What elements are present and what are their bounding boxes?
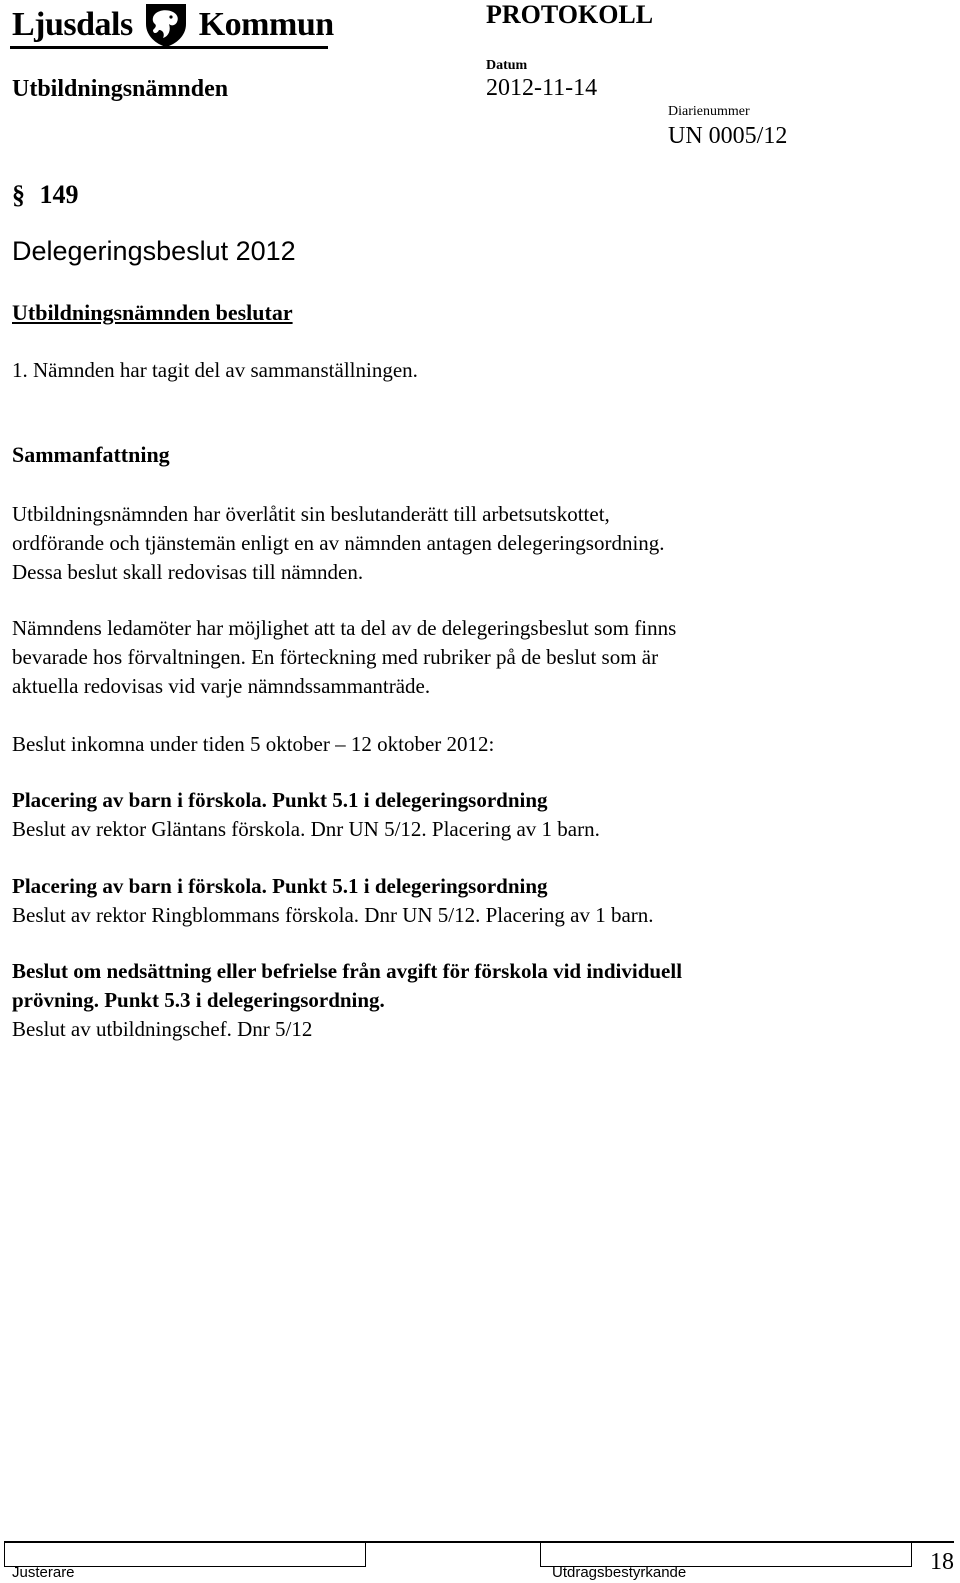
utdragsbestyrkande-label: Utdragsbestyrkande bbox=[552, 1564, 687, 1581]
decision-list-item bbox=[12, 786, 600, 844]
decision-heading: Utbildningsnämnden beslutar bbox=[12, 300, 293, 325]
board-name: Utbildningsnämnden bbox=[12, 76, 229, 102]
logo-text-right: Kommun bbox=[198, 6, 334, 43]
justerare-label: Justerare bbox=[12, 1564, 75, 1581]
item-detail: Beslut av rektor Gläntans förskola. Dnr UN 5/12. Placering av 1 barn. bbox=[12, 817, 600, 841]
municipality-logo bbox=[12, 2, 334, 48]
period-line: Beslut inkomna under tiden 5 oktober – 12 oktober 2012: bbox=[12, 732, 495, 756]
summary-line: Utbildningsnämnden har överlåtit sin beslutanderätt till arbetsutskottet, bbox=[12, 502, 610, 526]
summary-line: Dessa beslut skall redovisas till nämnden. bbox=[12, 560, 364, 584]
coat-of-arms-icon bbox=[141, 2, 191, 48]
decision-list-item bbox=[12, 872, 654, 930]
summary-paragraph bbox=[12, 500, 665, 587]
summary-line: ordförande och tjänstemän enligt en av nämnden antagen delegeringsordning. bbox=[12, 531, 665, 555]
item-detail: Beslut av rektor Ringblommans förskola. Dnr UN 5/12. Placering av 1 barn. bbox=[12, 903, 654, 927]
decision-item: 1. Nämnden har tagit del av sammanställningen. bbox=[12, 358, 418, 382]
info-paragraph bbox=[12, 614, 676, 701]
decision-list-item bbox=[12, 957, 682, 1044]
paragraph-number: 149 bbox=[39, 180, 79, 209]
logo-underline bbox=[10, 46, 328, 49]
summary-heading: Sammanfattning bbox=[12, 442, 170, 467]
page-number: 18 bbox=[930, 1549, 954, 1575]
date-label: Datum bbox=[486, 58, 528, 73]
section-number bbox=[12, 180, 79, 210]
document-type: PROTOKOLL bbox=[486, 0, 654, 29]
date-value: 2012-11-14 bbox=[486, 75, 598, 101]
page-footer bbox=[0, 1541, 960, 1583]
item-detail: Beslut av utbildningschef. Dnr 5/12 bbox=[12, 1017, 313, 1041]
item-title: Placering av barn i förskola. Punkt 5.1 i delegeringsordning bbox=[12, 788, 548, 812]
item-title: Beslut om nedsättning eller befrielse från avgift för förskola vid individuell bbox=[12, 959, 683, 983]
item-title-continued: prövning. Punkt 5.3 i delegeringsordning. bbox=[12, 988, 385, 1012]
info-line: bevarade hos förvaltningen. En förteckning med rubriker på de beslut som är bbox=[12, 645, 659, 669]
paragraph-sign: § bbox=[12, 180, 25, 209]
diary-number-value: UN 0005/12 bbox=[668, 123, 788, 149]
logo-text-left: Ljusdals bbox=[12, 6, 133, 43]
info-line: Nämndens ledamöter har möjlighet att ta del av de delegeringsbeslut som finns bbox=[12, 616, 677, 640]
item-title: Placering av barn i förskola. Punkt 5.1 i delegeringsordning bbox=[12, 874, 548, 898]
diary-number-label: Diarienummer bbox=[668, 104, 750, 119]
section-title: Delegeringsbeslut 2012 bbox=[12, 236, 296, 266]
info-line: aktuella redovisas vid varje nämndssammanträde. bbox=[12, 674, 431, 698]
